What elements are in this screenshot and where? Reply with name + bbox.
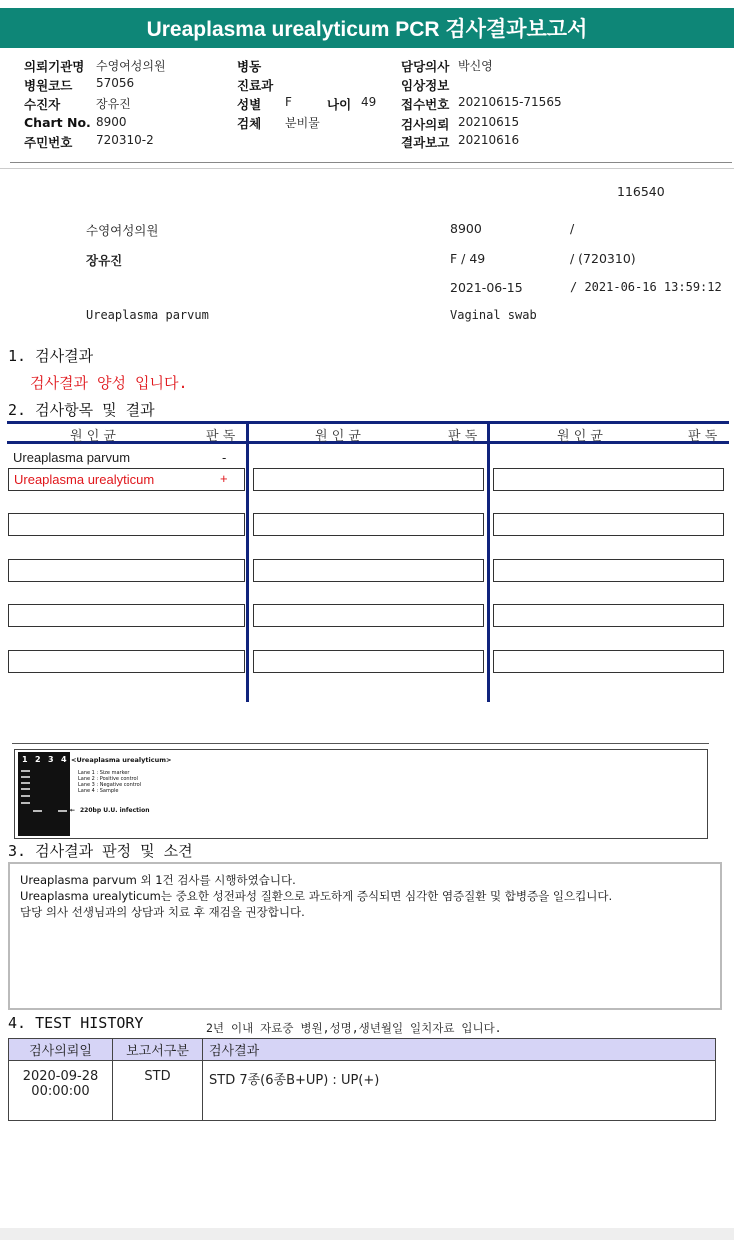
result-cell [253,468,484,491]
sex-label: 성별 [237,97,262,112]
history-col-header: 검사결과 [203,1039,716,1061]
section4-title: 4. TEST HISTORY [8,1014,144,1032]
hospital-code-label: 병원코드 [24,78,73,93]
gel-legend-item: Lane 2 : Positive control [78,776,138,782]
grid-top-line [7,421,729,424]
footer-bar [0,1228,734,1240]
result-cell [493,559,724,582]
history-result: STD 7종(6종B+UP) : UP(+) [203,1061,716,1121]
history-col-header: 검사의뢰일 [9,1039,113,1061]
chart-value: 8900 [96,115,127,129]
info-clinic: 수영여성의원 [86,223,159,238]
rrn-label: 주민번호 [24,135,73,150]
gel-band [33,810,42,812]
doctor-value: 박신영 [458,59,493,73]
gel-band [21,788,30,790]
result-cell [493,650,724,673]
hospital-value: 수영여성의원 [96,59,166,73]
result-cell [493,468,724,491]
result-cell [253,650,484,673]
result-cell [8,559,245,582]
header-divider [10,162,732,163]
gel-electrophoresis-image [18,752,70,836]
info-sex-age: F / 49 [450,251,486,266]
request-label: 검사의뢰 [401,117,450,132]
report-value: 20210616 [458,133,520,147]
info-slash: / [570,221,575,236]
gel-lane-number: 3 [48,755,54,764]
gel-legend-item: Lane 1 : Size marker [78,770,130,776]
gel-lane-number: 1 [22,755,28,764]
gel-legend-item: Lane 3 : Negative control [78,782,142,788]
info-birth: / (720310) [570,251,636,266]
rrn-value: 720310-2 [96,133,154,147]
history-time: 00:00:00 [31,1084,90,1099]
result-row-name: Ureaplasma parvum [13,450,131,465]
patient-label: 수진자 [24,97,61,112]
history-date-cell [9,1061,113,1121]
info-patient: 장유진 [86,253,123,268]
report-title-bar [0,8,734,48]
gel-lane-number: 2 [35,755,41,764]
gel-band [58,810,67,812]
info-chart: 8900 [450,221,482,236]
gel-band [21,782,30,784]
result-row-value: + [220,471,228,486]
result-row-value: - [222,450,227,465]
ward-label: 병동 [237,59,262,74]
hospital-code-value: 57056 [96,76,135,90]
result-cell [8,604,245,627]
result-cell [493,513,724,536]
clinical-label: 임상정보 [401,78,450,93]
opinion-line: Ureaplasma urealyticum는 중요한 성전파성 질환으로 과도하게 증식되면 심각한 염증질환 및 합병증을 일으킵니다. [20,889,613,903]
col3-org-header: 원 인 균 [557,429,603,444]
report-code: 116540 [617,184,665,199]
result-cell [253,559,484,582]
history-date: 2020-09-28 [22,1069,99,1084]
result-cell [493,604,724,627]
history-table [8,1038,716,1121]
dept-label: 진료과 [237,78,274,93]
opinion-line: Ureaplasma parvum 외 1건 검사를 시행하였습니다. [20,873,296,887]
request-value: 20210615 [458,115,520,129]
receipt-label: 접수번호 [401,97,450,112]
hospital-label: 의뢰기관명 [24,59,85,74]
gel-legend-item: Lane 4 : Sample [78,788,119,794]
col2-judge-header: 판 독 [448,429,478,444]
result-cell [8,468,245,491]
report-title: Ureaplasma urealyticum PCR 검사결과보고서 [146,18,588,41]
patient-value: 장유진 [96,97,131,111]
col3-judge-header: 판 독 [688,429,718,444]
header-divider-light [0,168,734,169]
col1-org-header: 원 인 균 [70,429,116,444]
gel-band [21,776,30,778]
gel-lane-number: 4 [61,755,67,764]
section3-title: 3. 검사결과 판정 및 소견 [8,842,193,860]
gel-band [21,795,30,797]
specimen-value: 분비물 [285,116,320,130]
report-label: 결과보고 [401,135,450,150]
result-cell [253,604,484,627]
specimen-label: 검체 [237,116,262,131]
age-label: 나이 [327,97,352,112]
sex-value: F [285,95,292,109]
grid-divider-2 [487,422,490,702]
chart-label: Chart No. [24,115,91,130]
opinion-line: 담당 의사 선생님과의 상담과 치료 후 재검을 권장합니다. [20,905,305,919]
gel-band-label: 220bp U.U. infection [80,807,150,814]
result-cell [8,513,245,536]
history-col-header: 보고서구분 [113,1039,203,1061]
receipt-value: 20210615-71565 [458,95,562,109]
table-row [9,1061,716,1121]
info-test: Ureaplasma parvum [86,308,209,322]
gel-band [21,802,30,804]
history-type: STD [113,1061,203,1121]
opinion-box [8,862,722,1010]
result-cell [253,513,484,536]
positive-result-message: 검사결과 양성 입니다. [30,374,188,392]
result-cell [8,650,245,673]
info-date-report: / 2021-06-16 13:59:12 [570,280,722,294]
info-date-request: 2021-06-15 [450,280,523,295]
gel-band [21,770,30,772]
doctor-label: 담당의사 [401,59,450,74]
info-specimen: Vaginal swab [450,308,537,322]
section1-title: 1. 검사결과 [8,347,94,365]
col2-org-header: 원 인 균 [315,429,361,444]
col1-judge-header: 판 독 [206,429,236,444]
grid-divider-1 [246,422,249,702]
gel-title: <Ureaplasma urealyticum> [71,756,172,764]
gel-top-rule [12,743,709,744]
gel-arrow-icon: ← [70,807,76,814]
section2-title: 2. 검사항목 및 결과 [8,401,155,419]
result-row-name: Ureaplasma urealyticum [14,472,155,487]
history-note: 2년 이내 자료중 병원,성명,생년월일 일치자료 입니다. [206,1021,502,1035]
age-value: 49 [361,95,377,109]
